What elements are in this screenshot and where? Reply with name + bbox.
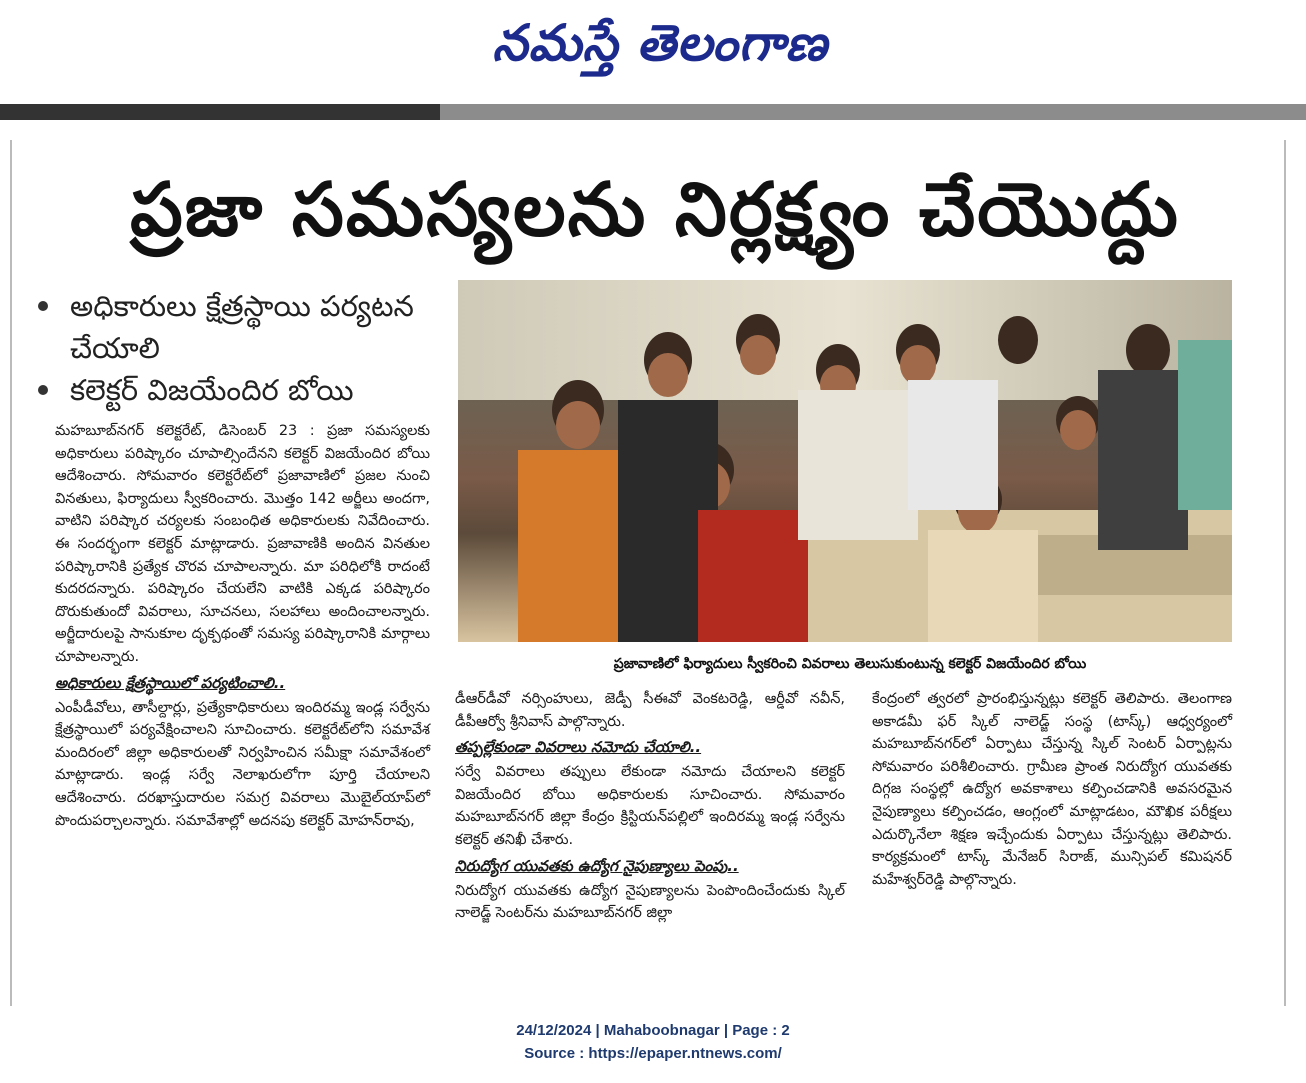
article-paragraph: కేంద్రంలో త్వరలో ప్రారంభిస్తున్నట్లు కలెక్టర్ తెలిపారు. తెలంగాణ అకాడమీ ఫర్ స్కిల్ నాలెడ్జ్ సంస్థ (టాస్క్) ఆధ్వర్యంలో మహబూబ్‌నగర్‌లో ఏర్పాటు చేస్తున్న స్కిల్ సెంటర్ ఏర్పాట్లను సోమవారం పరిశీలించారు. గ్రామీణ ప్రాంత నిరుద్యోగ యువతకు దిగ్గజ సంస్థల్లో ఉద్యోగ అవకాశాలు కల్పించడానికి అవసరమైన నైపుణ్యాలు కల్పించడం, ఆంగ్లంలో మాట్లాడటం, మౌఖిక పరీక్షలు ఎదుర్కొనేలా శిక్షణ ఇచ్చేందుకు ఏర్పాటు చేస్తున్నట్లు తెలిపారు. కార్యక్రమంలో టాస్క్ మేనేజర్ సిరాజ్, మున్సిపల్ కమిషనర్ మహేశ్వర్‌రెడ్డి పాల్గొన్నారు. xyxy=(872,691,1232,888)
masthead xyxy=(0,0,1306,100)
article-headline: ప్రజా సమస్యలను నిర్లక్ష్యం చేయొద్దు xyxy=(130,167,1180,253)
article-paragraph: మహబూబ్‌నగర్ కలెక్టరేట్, డిసెంబర్ 23 : ప్రజా సమస్యలకు అధికారులు పరిష్కారం చూపాల్సిందేనని కలెక్టర్ విజయేందిర బోయి ఆదేశించారు. సోమవారం కలెక్టరేట్‌లో ప్రజావాణిలో ప్రజల నుంచి వినతులు, ఫిర్యాదులు స్వీకరించారు. మొత్తం 142 అర్జీలు అందగా, వాటిని పరిష్కార చర్యలకు సంబంధిత అధికారులకు నివేదించారు. ఈ సందర్భంగా కలెక్టర్ మాట్లాడారు. ప్రజావాణికి అందిన వినతుల పరిష్కారానికి ప్రత్యేక చొరవ చూపాలన్నారు. మా పరిధిలోకి రాదంటే కుదరదన్నారు. పరిష్కారం చేయలేని వాటికి ఎక్కడ పరిష్కారం దొరుకుతుందో వివరాలు, సూచనలు, సలహాలు అందించాలన్నారు. అర్జీదారులపై సానుకూల దృక్పథంతో సమస్య పరిష్కారానికి మార్గాలు చూపాలన్నారు. xyxy=(55,423,430,665)
bullet-item xyxy=(30,285,450,369)
photo-caption: ప్రజావాణిలో ఫిర్యాదులు స్వీకరించి వివరాలు తెలుసుకుంటున్న కలెక్టర్ విజయేందిర బోయి xyxy=(613,656,1087,672)
article-column-2 xyxy=(455,688,845,925)
crowd-illustration xyxy=(458,280,1232,642)
article-column-1 xyxy=(55,420,430,832)
article-subheading: అధికారులు క్షేత్రస్థాయిలో పర్యటించాలి.. xyxy=(55,673,286,692)
article-photo xyxy=(458,280,1232,642)
footer-date-edition: 24/12/2024 | Mahaboobnagar | Page : 2 xyxy=(516,1022,790,1039)
article-column-3 xyxy=(872,688,1232,891)
article-paragraph: సర్వే వివరాలు తప్పులు లేకుండా నమోదు చేయాలని కలెక్టర్ విజయేందిర బోయి అధికారులకు సూచించారు. సోమవారం మహబూబ్‌నగర్ జిల్లా కేంద్రం క్రిస్టియన్‌పల్లిలో ఇందిరమ్మ ఇండ్ల సర్వేను కలెక్టర్ తనిఖీ చేశారు. xyxy=(455,764,845,848)
bullet-dot-icon xyxy=(38,301,48,311)
bullet-item xyxy=(30,369,450,411)
article-subheading: నిరుద్యోగ యువతకు ఉద్యోగ నైపుణ్యాలు పెంపు.. xyxy=(455,856,739,875)
article-paragraph: నిరుద్యోగ యువతకు ఉద్యోగ నైపుణ్యాలను పెంపొందించేందుకు స్కిల్ నాలెడ్జ్ సెంటర్‌ను మహబూబ్‌నగర్ జిల్లా xyxy=(455,882,845,922)
article-subheading: తప్పల్లేకుండా వివరాలు నమోదు చేయాలి.. xyxy=(455,738,702,757)
masthead-rule-dark xyxy=(0,104,440,120)
highlight-bullets xyxy=(30,285,450,411)
bullet-dot-icon xyxy=(38,385,48,395)
article-paragraph: ఎంపీడీవోలు, తాసీల్దార్లు, ప్రత్యేకాధికారులు ఇందిరమ్మ ఇండ్ల సర్వేను క్షేత్రస్థాయిలో పర్యవేక్షించాలని సూచించారు. కలెక్టరేట్‌లోని సమావేశ మందిరంలో జిల్లా అధికారులతో నిర్వహించిన సమీక్షా సమావేశంలో మాట్లాడారు. ఇండ్ల సర్వే నెలాఖరులోగా పూర్తి చేయాలని ఆదేశించారు. దరఖాస్తుదారుల సమగ్ర వివరాలు మొబైల్‌యాప్‌లో పొందుపర్చాలన్నారు. సమావేశాల్లో అదనపు కలెక్టర్ మోహన్‌రావు, xyxy=(55,699,430,829)
article-paragraph: డీఆర్‌డీవో నర్సింహులు, జెడ్పీ సీఈవో వెంకటరెడ్డి, ఆర్డీవో నవీన్, డీపీఆర్వో శ్రీనివాస్ పాల్గొన్నారు. xyxy=(455,691,845,730)
footer-source: Source : https://epaper.ntnews.com/ xyxy=(524,1045,782,1062)
bullet-text: కలెక్టర్ విజయేందిర బోయి xyxy=(70,373,354,407)
masthead-rule-light xyxy=(440,104,1306,120)
newspaper-logo: నమస్తే తెలంగాణ xyxy=(492,13,828,72)
bullet-text: అధికారులు క్షేత్రస్థాయి పర్యటన చేయాలి xyxy=(70,289,414,365)
